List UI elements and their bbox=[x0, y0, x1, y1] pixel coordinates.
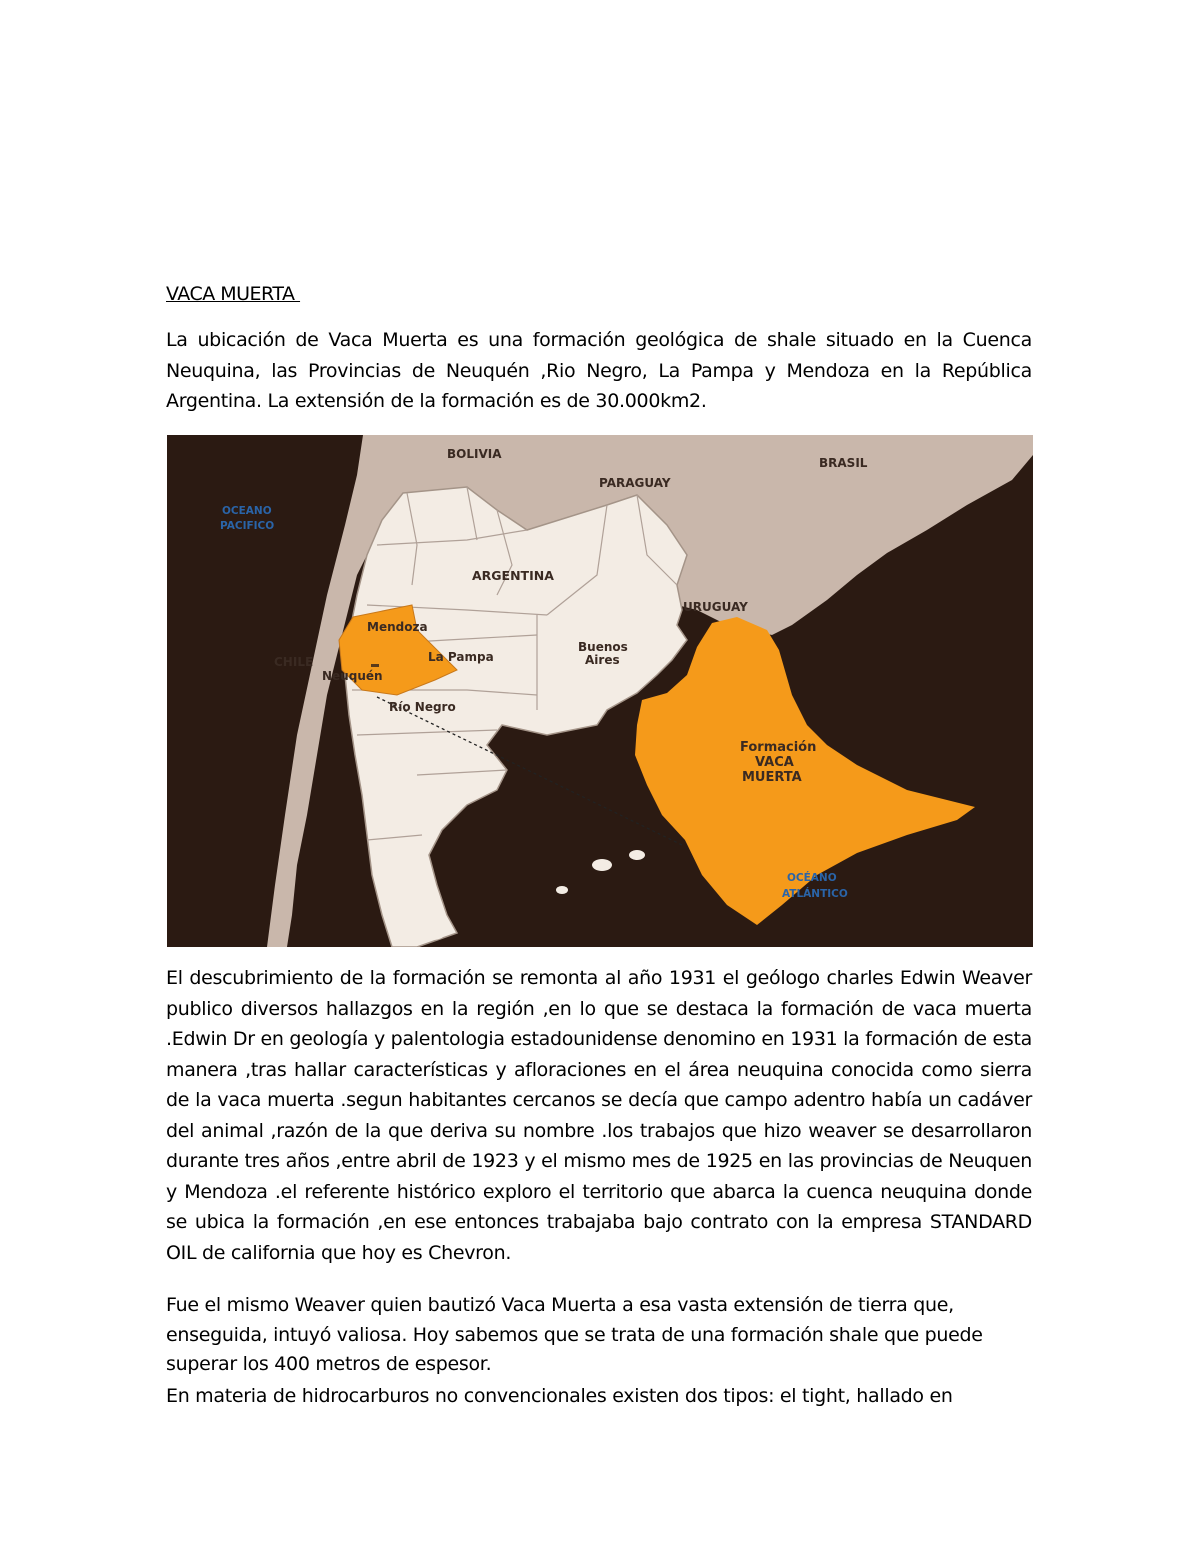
label-oceano-pacifico-2: PACIFICO bbox=[220, 520, 275, 532]
label-uruguay: URUGUAY bbox=[683, 600, 748, 614]
label-brasil: BRASIL bbox=[819, 456, 868, 470]
label-buenos-aires-2: Aires bbox=[585, 653, 620, 667]
label-chile: CHILE bbox=[274, 655, 314, 669]
weaver-paragraph: Fue el mismo Weaver quien bautizó Vaca Muerta a esa vasta extensión de tierra que, enseguida, intuyó valiosa. Hoy sabemos que se trata de una formación shale que puede superar los 400 metros de espesor. bbox=[166, 1294, 983, 1375]
label-rio-negro: Río Negro bbox=[389, 700, 456, 714]
document-title: VACA MUERTA bbox=[166, 283, 301, 305]
label-formacion-2: VACA bbox=[755, 755, 794, 770]
label-oceano-atlantico-2: ATLÁNTICO bbox=[782, 888, 848, 900]
formation-marker bbox=[371, 664, 379, 667]
label-mendoza: Mendoza bbox=[367, 620, 428, 634]
label-la-pampa: La Pampa bbox=[428, 650, 494, 664]
label-formacion-3: MUERTA bbox=[742, 770, 802, 785]
label-buenos-aires-1: Buenos bbox=[578, 640, 628, 654]
label-bolivia: BOLIVIA bbox=[447, 447, 502, 461]
label-oceano-pacifico-1: OCEANO bbox=[222, 505, 272, 517]
label-paraguay: PARAGUAY bbox=[599, 476, 671, 490]
hydrocarbons-paragraph: En materia de hidrocarburos no convencionales existen dos tipos: el tight, hallado en bbox=[166, 1385, 953, 1407]
label-argentina: ARGENTINA bbox=[472, 568, 554, 583]
intro-paragraph: La ubicación de Vaca Muerta es una formación geológica de shale situado en la Cuenca Neuquina, las Provincias de Neuquén ,Rio Negro, La Pampa y Mendoza en la República Argentina. La extensión de la formación es de 30.000km2. bbox=[166, 329, 1032, 412]
history-paragraph: El descubrimiento de la formación se remonta al año 1931 el geólogo charles Edwin Weaver publico diversos hallazgos en la región ,en lo que se destaca la formación de vaca muerta .Edwin Dr en geología y palentologia estadounidense denomino en 1931 la formación de esta manera ,tras hallar características y afloraciones en el área neuquina conocida como sierra de la vaca muerta .segun habitantes cercanos se decía que campo adentro había un cadáver del animal ,razón de la que deriva su nombre .los trabajos que hizo weaver se desarrollaron durante tres años ,entre abril de 1923 y el mismo mes de 1925 en las provincias de Neuquen y Mendoza .el referente histórico exploro el territorio que abarca la cuenca neuquina donde se ubica la formación ,en ese entonces trabajaba bajo contrato con la empresa STANDARD OIL de california que hoy es Chevron. bbox=[166, 967, 1032, 1264]
vaca-muerta-map bbox=[167, 435, 1033, 947]
label-oceano-atlantico-1: OCÉANO bbox=[787, 872, 837, 884]
label-neuquen: Neuquén bbox=[322, 669, 383, 683]
label-formacion-1: Formación bbox=[740, 740, 817, 755]
